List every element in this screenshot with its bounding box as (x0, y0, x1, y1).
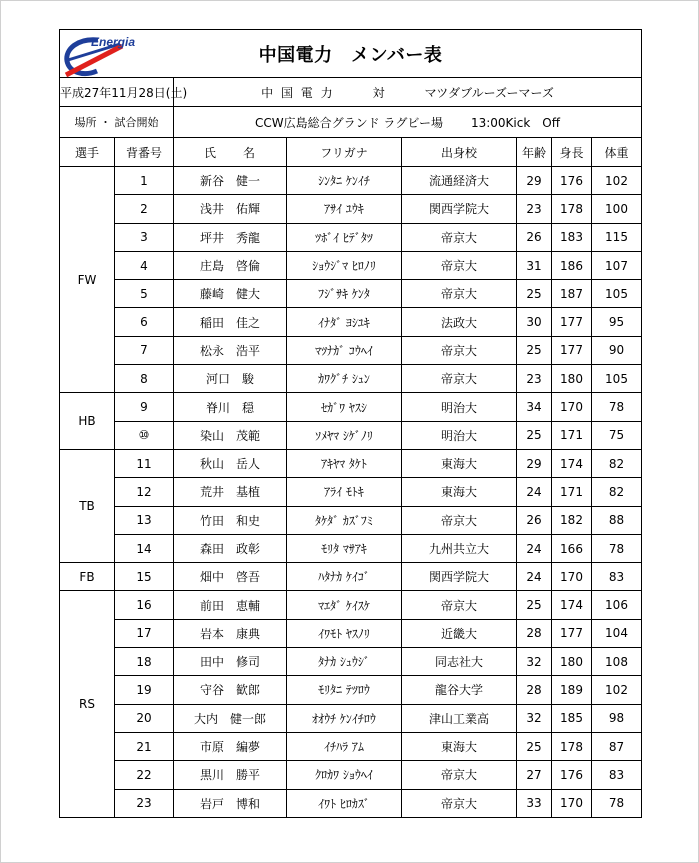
player-age: 33 (517, 789, 552, 817)
player-number: 12 (115, 478, 174, 506)
player-name: 染山 茂範 (174, 421, 287, 449)
player-row (60, 506, 642, 534)
player-age: 26 (517, 223, 552, 251)
match-date: 平成27年11月28日(土) (60, 78, 174, 107)
player-age: 29 (517, 167, 552, 195)
venue-row (60, 107, 642, 138)
player-height: 177 (552, 308, 592, 336)
player-weight: 102 (592, 676, 642, 704)
player-row (60, 761, 642, 789)
player-height: 180 (552, 648, 592, 676)
player-kana: ｲﾜﾓﾄ ﾔｽﾉﾘ (287, 619, 402, 647)
player-number: 1 (115, 167, 174, 195)
position-group: FW (60, 167, 115, 393)
player-kana: ｵｵｳﾁ ｹﾝｲﾁﾛｳ (287, 704, 402, 732)
player-weight: 90 (592, 336, 642, 364)
player-school: 同志社大 (402, 648, 517, 676)
player-row (60, 280, 642, 308)
player-row (60, 619, 642, 647)
player-age: 25 (517, 421, 552, 449)
player-kana: ﾓﾘﾀ ﾏｻｱｷ (287, 534, 402, 562)
player-kana: ｾｶﾞﾜ ﾔｽｼ (287, 393, 402, 421)
player-number: 19 (115, 676, 174, 704)
player-height: 166 (552, 534, 592, 562)
player-school: 東海大 (402, 449, 517, 477)
player-height: 185 (552, 704, 592, 732)
player-height: 171 (552, 421, 592, 449)
player-school: 東海大 (402, 478, 517, 506)
player-weight: 83 (592, 563, 642, 591)
player-weight: 98 (592, 704, 642, 732)
player-number: 21 (115, 732, 174, 760)
player-age: 25 (517, 732, 552, 760)
player-school: 帝京大 (402, 280, 517, 308)
player-weight: 78 (592, 534, 642, 562)
player-height: 170 (552, 393, 592, 421)
date-row (60, 78, 642, 107)
away-team: マツダブルーズーマーズ (424, 85, 554, 100)
player-height: 171 (552, 478, 592, 506)
player-weight: 82 (592, 478, 642, 506)
player-height: 182 (552, 506, 592, 534)
player-school: 龍谷大学 (402, 676, 517, 704)
player-school: 東海大 (402, 732, 517, 760)
player-name: 畑中 啓吾 (174, 563, 287, 591)
player-number: 18 (115, 648, 174, 676)
player-age: 29 (517, 449, 552, 477)
player-school: 関西学院大 (402, 195, 517, 223)
player-weight: 95 (592, 308, 642, 336)
player-height: 180 (552, 365, 592, 393)
player-weight: 78 (592, 789, 642, 817)
player-school: 帝京大 (402, 223, 517, 251)
player-weight: 115 (592, 223, 642, 251)
player-name: 脊川 穏 (174, 393, 287, 421)
player-school: 津山工業高 (402, 704, 517, 732)
col-header-age: 年齢 (517, 138, 552, 167)
player-weight: 107 (592, 251, 642, 279)
player-row (60, 789, 642, 817)
sheet-title: 中国電力 メンバー表 (258, 44, 443, 66)
venue-name: CCW広島総合グランド ラグビー場 (254, 115, 443, 130)
player-weight: 83 (592, 761, 642, 789)
player-row (60, 421, 642, 449)
player-height: 187 (552, 280, 592, 308)
position-group: RS (60, 591, 115, 817)
player-number: 2 (115, 195, 174, 223)
player-kana: ｿﾒﾔﾏ ｼｹﾞﾉﾘ (287, 421, 402, 449)
player-age: 34 (517, 393, 552, 421)
player-kana: ｲﾅﾀﾞ ﾖｼﾕｷ (287, 308, 402, 336)
title-cell (60, 30, 642, 78)
col-header-position: 選手 (60, 138, 115, 167)
player-school: 明治大 (402, 421, 517, 449)
player-name: 岩本 康典 (174, 619, 287, 647)
player-kana: ﾂﾎﾞｲ ﾋﾃﾞﾀﾂ (287, 223, 402, 251)
player-kana: ﾏｴﾀﾞ ｹｲｽｹ (287, 591, 402, 619)
player-age: 25 (517, 280, 552, 308)
player-row (60, 223, 642, 251)
player-name: 秋山 岳人 (174, 449, 287, 477)
col-header-name: 氏 名 (174, 138, 287, 167)
player-number: 17 (115, 619, 174, 647)
player-height: 177 (552, 619, 592, 647)
player-age: 31 (517, 251, 552, 279)
player-school: 帝京大 (402, 761, 517, 789)
player-row (60, 251, 642, 279)
player-name: 荒井 基植 (174, 478, 287, 506)
player-kana: ｸﾛｶﾜ ｼｮｳﾍｲ (287, 761, 402, 789)
position-group: HB (60, 393, 115, 450)
player-name: 竹田 和史 (174, 506, 287, 534)
player-row (60, 308, 642, 336)
player-number: 23 (115, 789, 174, 817)
player-height: 170 (552, 563, 592, 591)
player-kana: ﾀｹﾀﾞ ｶｽﾞﾌﾐ (287, 506, 402, 534)
player-name: 田中 修司 (174, 648, 287, 676)
player-height: 189 (552, 676, 592, 704)
player-number: 15 (115, 563, 174, 591)
player-school: 近畿大 (402, 619, 517, 647)
player-number: 20 (115, 704, 174, 732)
match-teams (174, 78, 642, 107)
player-name: 浅井 佑輝 (174, 195, 287, 223)
player-row (60, 449, 642, 477)
player-height: 178 (552, 732, 592, 760)
player-school: 帝京大 (402, 789, 517, 817)
player-kana: ｱｷﾔﾏ ﾀｹﾄ (287, 449, 402, 477)
player-school: 流通経済大 (402, 167, 517, 195)
player-weight: 88 (592, 506, 642, 534)
player-school: 法政大 (402, 308, 517, 336)
player-height: 170 (552, 789, 592, 817)
player-number: 3 (115, 223, 174, 251)
logo-text: Energia (91, 35, 136, 49)
player-kana: ﾊﾀﾅｶ ｹｲｺﾞ (287, 563, 402, 591)
player-school: 帝京大 (402, 365, 517, 393)
player-age: 24 (517, 563, 552, 591)
player-weight: 108 (592, 648, 642, 676)
player-weight: 87 (592, 732, 642, 760)
col-header-school: 出身校 (402, 138, 517, 167)
position-group: FB (60, 563, 115, 591)
player-number: 11 (115, 449, 174, 477)
player-height: 183 (552, 223, 592, 251)
player-row (60, 591, 642, 619)
player-row (60, 195, 642, 223)
player-weight: 100 (592, 195, 642, 223)
player-number: 8 (115, 365, 174, 393)
player-age: 28 (517, 619, 552, 647)
player-age: 23 (517, 195, 552, 223)
player-number: 6 (115, 308, 174, 336)
player-name: 藤崎 健大 (174, 280, 287, 308)
player-kana: ｲﾜﾄ ﾋﾛｶｽﾞ (287, 789, 402, 817)
player-kana: ｶﾜｸﾞﾁ ｼｭﾝ (287, 365, 402, 393)
player-name: 河口 駿 (174, 365, 287, 393)
player-age: 23 (517, 365, 552, 393)
player-kana: ﾓﾘﾀﾆ ﾃﾂﾛｳ (287, 676, 402, 704)
player-number: 7 (115, 336, 174, 364)
energia-logo (62, 31, 157, 77)
player-age: 25 (517, 336, 552, 364)
player-kana: ｱｻｲ ﾕｳｷ (287, 195, 402, 223)
member-table (59, 29, 642, 818)
player-name: 庄島 啓倫 (174, 251, 287, 279)
venue-info (174, 107, 642, 138)
player-list (60, 167, 642, 818)
player-row (60, 393, 642, 421)
kickoff-time: 13:00Kick Off (470, 115, 560, 130)
player-row (60, 704, 642, 732)
player-weight: 78 (592, 393, 642, 421)
player-weight: 106 (592, 591, 642, 619)
player-kana: ﾀﾅｶ ｼｭｳｼﾞ (287, 648, 402, 676)
player-number: 22 (115, 761, 174, 789)
player-name: 稲田 佳之 (174, 308, 287, 336)
player-school: 九州共立大 (402, 534, 517, 562)
player-weight: 82 (592, 449, 642, 477)
player-number: ⑩ (115, 421, 174, 449)
player-weight: 102 (592, 167, 642, 195)
player-kana: ｼﾝﾀﾆ ｹﾝｲﾁ (287, 167, 402, 195)
player-row (60, 365, 642, 393)
player-row (60, 676, 642, 704)
player-row (60, 563, 642, 591)
player-weight: 104 (592, 619, 642, 647)
title-row (60, 30, 642, 78)
player-name: 市原 編夢 (174, 732, 287, 760)
player-height: 177 (552, 336, 592, 364)
player-kana: ｲﾁﾊﾗ ｱﾑ (287, 732, 402, 760)
player-height: 186 (552, 251, 592, 279)
player-weight: 105 (592, 280, 642, 308)
player-name: 森田 政彰 (174, 534, 287, 562)
player-number: 16 (115, 591, 174, 619)
player-number: 9 (115, 393, 174, 421)
player-name: 黒川 勝平 (174, 761, 287, 789)
player-row (60, 167, 642, 195)
player-name: 岩戸 博和 (174, 789, 287, 817)
player-name: 坪井 秀龍 (174, 223, 287, 251)
player-age: 24 (517, 534, 552, 562)
player-school: 帝京大 (402, 591, 517, 619)
player-age: 32 (517, 648, 552, 676)
player-height: 176 (552, 167, 592, 195)
player-number: 5 (115, 280, 174, 308)
player-kana: ｱﾗｲ ﾓﾄｷ (287, 478, 402, 506)
player-row (60, 336, 642, 364)
player-weight: 75 (592, 421, 642, 449)
header-row (60, 138, 642, 167)
player-height: 174 (552, 449, 592, 477)
player-name: 前田 恵輔 (174, 591, 287, 619)
player-row (60, 648, 642, 676)
col-header-kana: フリガナ (287, 138, 402, 167)
player-number: 4 (115, 251, 174, 279)
home-team: 中 国 電 力 (261, 85, 333, 100)
player-height: 174 (552, 591, 592, 619)
player-weight: 105 (592, 365, 642, 393)
player-height: 178 (552, 195, 592, 223)
col-header-number: 背番号 (115, 138, 174, 167)
versus-label: 対 (372, 85, 385, 100)
col-header-weight: 体重 (592, 138, 642, 167)
player-name: 新谷 健一 (174, 167, 287, 195)
player-kana: ﾌｼﾞｻｷ ｹﾝﾀ (287, 280, 402, 308)
player-name: 松永 浩平 (174, 336, 287, 364)
player-row (60, 478, 642, 506)
venue-label: 場所 ・ 試合開始 (60, 107, 174, 138)
player-age: 28 (517, 676, 552, 704)
player-number: 13 (115, 506, 174, 534)
player-school: 関西学院大 (402, 563, 517, 591)
player-age: 26 (517, 506, 552, 534)
player-age: 24 (517, 478, 552, 506)
player-kana: ﾏﾂﾅｶﾞ ｺｳﾍｲ (287, 336, 402, 364)
player-age: 25 (517, 591, 552, 619)
player-school: 帝京大 (402, 506, 517, 534)
player-name: 守谷 歓郎 (174, 676, 287, 704)
player-name: 大内 健一郎 (174, 704, 287, 732)
player-school: 明治大 (402, 393, 517, 421)
col-header-height: 身長 (552, 138, 592, 167)
player-age: 32 (517, 704, 552, 732)
player-school: 帝京大 (402, 336, 517, 364)
player-kana: ｼｮｳｼﾞﾏ ﾋﾛﾉﾘ (287, 251, 402, 279)
player-height: 176 (552, 761, 592, 789)
player-school: 帝京大 (402, 251, 517, 279)
player-row (60, 534, 642, 562)
player-age: 27 (517, 761, 552, 789)
position-group: TB (60, 449, 115, 562)
player-age: 30 (517, 308, 552, 336)
player-row (60, 732, 642, 760)
player-number: 14 (115, 534, 174, 562)
